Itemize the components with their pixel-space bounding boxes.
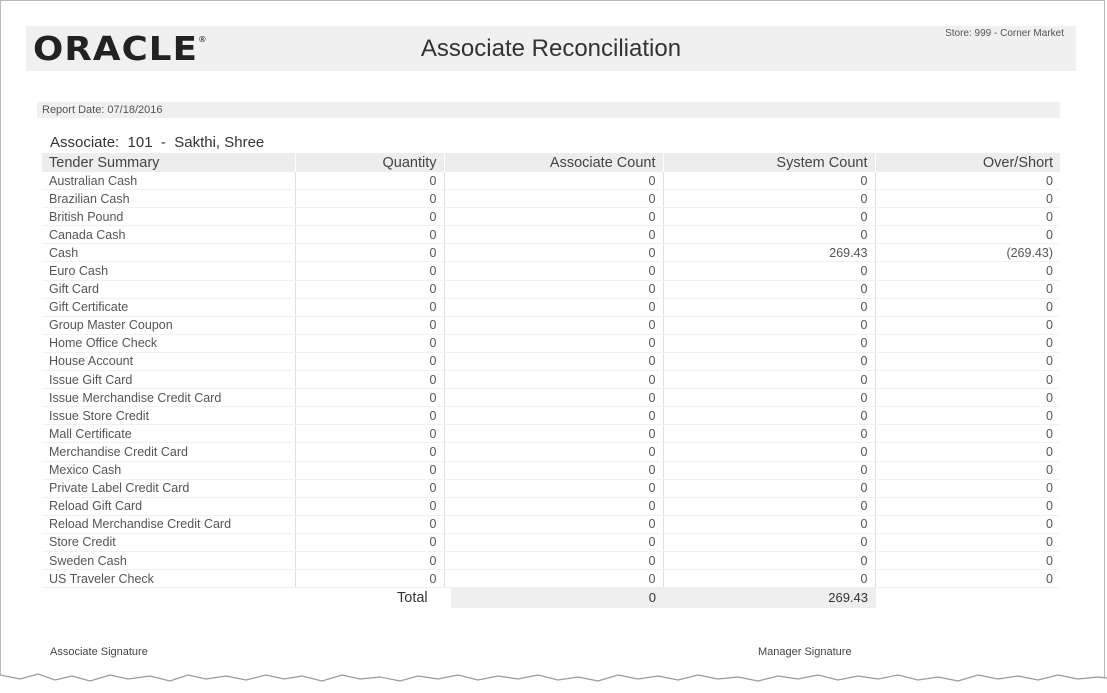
cell-quantity: 0 xyxy=(295,298,444,316)
cell-quantity: 0 xyxy=(295,190,444,208)
cell-associate-count: 0 xyxy=(444,334,663,352)
cell-over-short: 0 xyxy=(875,570,1060,588)
cell-quantity: 0 xyxy=(295,461,444,479)
cell-system-count: 0 xyxy=(663,389,875,407)
cell-associate-count: 0 xyxy=(444,244,663,262)
associate-heading: Associate: 101 - Sakthi, Shree xyxy=(50,134,265,151)
cell-tender-name: British Pound xyxy=(42,208,295,226)
cell-over-short: 0 xyxy=(875,371,1060,389)
cell-over-short: 0 xyxy=(875,497,1060,515)
cell-quantity: 0 xyxy=(295,352,444,370)
table-row xyxy=(42,407,1060,425)
cell-over-short: 0 xyxy=(875,226,1060,244)
table-header-row xyxy=(42,153,1060,172)
cell-system-count: 0 xyxy=(663,280,875,298)
cell-system-count: 0 xyxy=(663,551,875,569)
cell-system-count: 0 xyxy=(663,497,875,515)
cell-quantity: 0 xyxy=(295,425,444,443)
cell-system-count: 0 xyxy=(663,208,875,226)
cell-over-short: 0 xyxy=(875,533,1060,551)
cell-system-count: 0 xyxy=(663,570,875,588)
cell-quantity: 0 xyxy=(295,208,444,226)
table-row xyxy=(42,425,1060,443)
table-row xyxy=(42,389,1060,407)
cell-system-count: 0 xyxy=(663,298,875,316)
cell-tender-name: Canada Cash xyxy=(42,226,295,244)
cell-associate-count: 0 xyxy=(444,371,663,389)
total-label: Total xyxy=(397,590,428,606)
table-row xyxy=(42,208,1060,226)
store-label: Store: 999 - Corner Market xyxy=(945,28,1064,39)
table-row xyxy=(42,533,1060,551)
cell-tender-name: Issue Merchandise Credit Card xyxy=(42,389,295,407)
cell-tender-name: US Traveler Check xyxy=(42,570,295,588)
cell-tender-name: House Account xyxy=(42,352,295,370)
table-row xyxy=(42,280,1060,298)
cell-system-count: 0 xyxy=(663,515,875,533)
cell-tender-name: Euro Cash xyxy=(42,262,295,280)
table-row xyxy=(42,371,1060,389)
table-row xyxy=(42,190,1060,208)
cell-quantity: 0 xyxy=(295,389,444,407)
cell-over-short: 0 xyxy=(875,298,1060,316)
cell-associate-count: 0 xyxy=(444,298,663,316)
cell-over-short: 0 xyxy=(875,389,1060,407)
cell-system-count: 0 xyxy=(663,371,875,389)
cell-over-short: 0 xyxy=(875,208,1060,226)
cell-quantity: 0 xyxy=(295,244,444,262)
cell-quantity: 0 xyxy=(295,497,444,515)
cell-associate-count: 0 xyxy=(444,407,663,425)
cell-tender-name: Cash xyxy=(42,244,295,262)
cell-tender-name: Merchandise Credit Card xyxy=(42,443,295,461)
cell-quantity: 0 xyxy=(295,226,444,244)
cell-associate-count: 0 xyxy=(444,352,663,370)
tender-summary-table xyxy=(42,153,1060,588)
cell-quantity: 0 xyxy=(295,443,444,461)
cell-over-short: (269.43) xyxy=(875,244,1060,262)
report-title: Associate Reconciliation xyxy=(420,35,682,62)
cell-system-count: 0 xyxy=(663,352,875,370)
cell-system-count: 269.43 xyxy=(663,244,875,262)
cell-tender-name: Sweden Cash xyxy=(42,551,295,569)
cell-quantity: 0 xyxy=(295,533,444,551)
table-row xyxy=(42,262,1060,280)
cell-tender-name: Reload Merchandise Credit Card xyxy=(42,515,295,533)
cell-system-count: 0 xyxy=(663,172,875,190)
table-row xyxy=(42,334,1060,352)
cell-associate-count: 0 xyxy=(444,389,663,407)
cell-over-short: 0 xyxy=(875,172,1060,190)
cell-associate-count: 0 xyxy=(444,479,663,497)
cell-system-count: 0 xyxy=(663,425,875,443)
cell-tender-name: Australian Cash xyxy=(42,172,295,190)
cell-quantity: 0 xyxy=(295,515,444,533)
cell-over-short: 0 xyxy=(875,190,1060,208)
cell-tender-name: Brazilian Cash xyxy=(42,190,295,208)
cell-tender-name: Issue Gift Card xyxy=(42,371,295,389)
cell-quantity: 0 xyxy=(295,334,444,352)
cell-quantity: 0 xyxy=(295,262,444,280)
oracle-logo: ORACLE® xyxy=(33,29,208,68)
cell-system-count: 0 xyxy=(663,479,875,497)
cell-tender-name: Group Master Coupon xyxy=(42,316,295,334)
cell-over-short: 0 xyxy=(875,280,1060,298)
cell-associate-count: 0 xyxy=(444,497,663,515)
cell-over-short: 0 xyxy=(875,515,1060,533)
cell-associate-count: 0 xyxy=(444,190,663,208)
table-row xyxy=(42,570,1060,588)
cell-quantity: 0 xyxy=(295,479,444,497)
cell-associate-count: 0 xyxy=(444,533,663,551)
cell-quantity: 0 xyxy=(295,371,444,389)
total-system-count: 269.43 xyxy=(828,590,868,605)
cell-quantity: 0 xyxy=(295,172,444,190)
cell-associate-count: 0 xyxy=(444,443,663,461)
total-associate-count: 0 xyxy=(648,590,656,605)
cell-quantity: 0 xyxy=(295,316,444,334)
cell-associate-count: 0 xyxy=(444,515,663,533)
cell-system-count: 0 xyxy=(663,262,875,280)
report-date: Report Date: 07/18/2016 xyxy=(42,104,163,116)
cell-tender-name: Private Label Credit Card xyxy=(42,479,295,497)
cell-associate-count: 0 xyxy=(444,425,663,443)
cell-system-count: 0 xyxy=(663,407,875,425)
cell-associate-count: 0 xyxy=(444,226,663,244)
cell-over-short: 0 xyxy=(875,262,1060,280)
table-row xyxy=(42,479,1060,497)
cell-associate-count: 0 xyxy=(444,280,663,298)
col-header-associate-count: Associate Count xyxy=(444,153,663,172)
col-header-system-count: System Count xyxy=(663,153,875,172)
table-row xyxy=(42,551,1060,569)
cell-tender-name: Mexico Cash xyxy=(42,461,295,479)
cell-tender-name: Store Credit xyxy=(42,533,295,551)
col-header-quantity: Quantity xyxy=(295,153,444,172)
associate-signature-label: Associate Signature xyxy=(50,646,148,658)
table-row xyxy=(42,316,1060,334)
cell-tender-name: Reload Gift Card xyxy=(42,497,295,515)
cell-associate-count: 0 xyxy=(444,262,663,280)
cell-over-short: 0 xyxy=(875,425,1060,443)
cell-over-short: 0 xyxy=(875,479,1060,497)
cell-over-short: 0 xyxy=(875,316,1060,334)
table-row xyxy=(42,443,1060,461)
table-row xyxy=(42,515,1060,533)
manager-signature-label: Manager Signature xyxy=(758,646,852,658)
cell-over-short: 0 xyxy=(875,407,1060,425)
table-row xyxy=(42,461,1060,479)
table-row xyxy=(42,298,1060,316)
table-row xyxy=(42,244,1060,262)
torn-edge xyxy=(0,667,1107,693)
cell-system-count: 0 xyxy=(663,533,875,551)
table-row xyxy=(42,226,1060,244)
col-header-over-short: Over/Short xyxy=(875,153,1060,172)
cell-tender-name: Gift Card xyxy=(42,280,295,298)
cell-tender-name: Issue Store Credit xyxy=(42,407,295,425)
cell-over-short: 0 xyxy=(875,551,1060,569)
col-header-tender: Tender Summary xyxy=(42,153,295,172)
cell-system-count: 0 xyxy=(663,190,875,208)
table-row xyxy=(42,352,1060,370)
cell-associate-count: 0 xyxy=(444,570,663,588)
cell-associate-count: 0 xyxy=(444,551,663,569)
cell-over-short: 0 xyxy=(875,461,1060,479)
cell-system-count: 0 xyxy=(663,461,875,479)
cell-over-short: 0 xyxy=(875,352,1060,370)
cell-associate-count: 0 xyxy=(444,208,663,226)
date-band xyxy=(37,102,1060,118)
cell-over-short: 0 xyxy=(875,443,1060,461)
cell-system-count: 0 xyxy=(663,443,875,461)
tender-rows xyxy=(42,172,1060,588)
cell-quantity: 0 xyxy=(295,570,444,588)
cell-system-count: 0 xyxy=(663,316,875,334)
cell-system-count: 0 xyxy=(663,334,875,352)
cell-quantity: 0 xyxy=(295,551,444,569)
cell-quantity: 0 xyxy=(295,407,444,425)
cell-associate-count: 0 xyxy=(444,461,663,479)
cell-tender-name: Mall Certificate xyxy=(42,425,295,443)
cell-tender-name: Gift Certificate xyxy=(42,298,295,316)
cell-quantity: 0 xyxy=(295,280,444,298)
cell-over-short: 0 xyxy=(875,334,1060,352)
cell-system-count: 0 xyxy=(663,226,875,244)
cell-associate-count: 0 xyxy=(444,316,663,334)
table-row xyxy=(42,497,1060,515)
table-row xyxy=(42,172,1060,190)
cell-tender-name: Home Office Check xyxy=(42,334,295,352)
cell-associate-count: 0 xyxy=(444,172,663,190)
